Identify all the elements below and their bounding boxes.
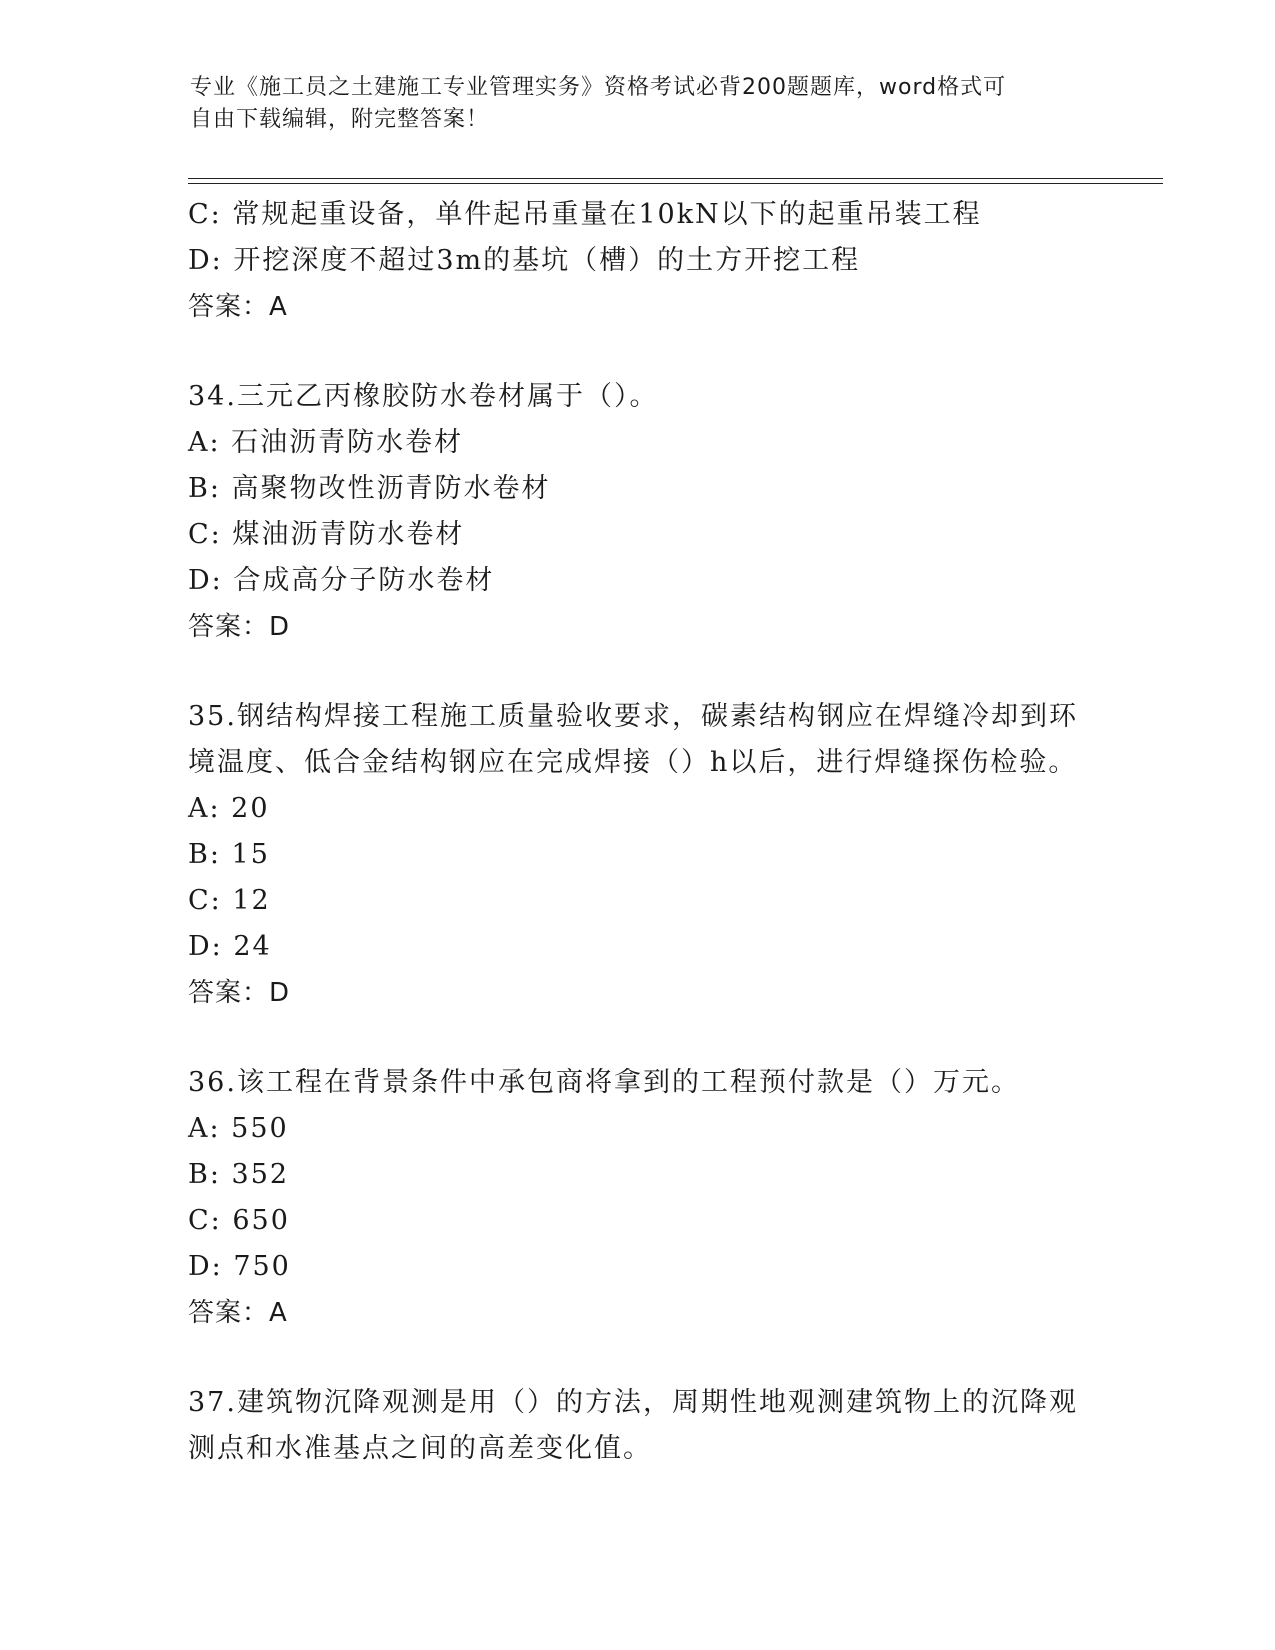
- question-text-line-2: 测点和水准基点之间的高差变化值。: [188, 1433, 652, 1464]
- option-d: D: 750: [188, 1251, 291, 1282]
- option-b: B: 高聚物改性沥青防水卷材: [188, 473, 551, 504]
- spacer: [188, 330, 1088, 374]
- document-header: [190, 72, 1080, 136]
- header-title-line-1: 专业《施工员之土建施工专业管理实务》资格考试必背200题题库，word格式可: [190, 75, 1007, 100]
- option-a: A: 20: [188, 793, 270, 824]
- header-title-line-2: 自由下载编辑，附完整答案！: [190, 107, 490, 132]
- answer-label: 答案：D: [188, 612, 291, 642]
- header-divider-top: [188, 178, 1163, 179]
- question-33-continuation: [188, 192, 1088, 330]
- answer-label: 答案：D: [188, 978, 291, 1008]
- option-d: D: 开挖深度不超过3m的基坑（槽）的土方开挖工程: [188, 245, 861, 276]
- question-text-line-1: 37.建筑物沉降观测是用（）的方法，周期性地观测建筑物上的沉降观: [188, 1387, 1078, 1418]
- question-text: 34.三元乙丙橡胶防水卷材属于（）。: [188, 381, 659, 412]
- option-b: B: 15: [188, 839, 270, 870]
- header-divider-bottom: [188, 183, 1163, 184]
- question-35: [188, 694, 1088, 1016]
- option-c: C: 常规起重设备，单件起吊重量在10kN以下的起重吊装工程: [188, 199, 982, 230]
- option-c: C: 650: [188, 1205, 290, 1236]
- question-36: [188, 1060, 1088, 1336]
- option-d: D: 24: [188, 931, 272, 962]
- option-c: C: 煤油沥青防水卷材: [188, 519, 465, 550]
- option-d: D: 合成高分子防水卷材: [188, 565, 495, 596]
- question-34: [188, 374, 1088, 650]
- question-text: 36.该工程在背景条件中承包商将拿到的工程预付款是（）万元。: [188, 1067, 1020, 1098]
- option-a: A: 石油沥青防水卷材: [188, 427, 464, 458]
- spacer: [188, 650, 1088, 694]
- spacer: [188, 1336, 1088, 1380]
- option-c: C: 12: [188, 885, 271, 916]
- question-list: [188, 192, 1088, 1472]
- spacer: [188, 1016, 1088, 1060]
- question-text-line-2: 境温度、低合金结构钢应在完成焊接（）h以后，进行焊缝探伤检验。: [188, 747, 1078, 778]
- question-37: [188, 1380, 1088, 1472]
- question-text-line-1: 35.钢结构焊接工程施工质量验收要求，碳素结构钢应在焊缝冷却到环: [188, 701, 1078, 732]
- option-b: B: 352: [188, 1159, 290, 1190]
- answer-label: 答案：A: [188, 292, 288, 322]
- option-a: A: 550: [188, 1113, 289, 1144]
- answer-label: 答案：A: [188, 1298, 288, 1328]
